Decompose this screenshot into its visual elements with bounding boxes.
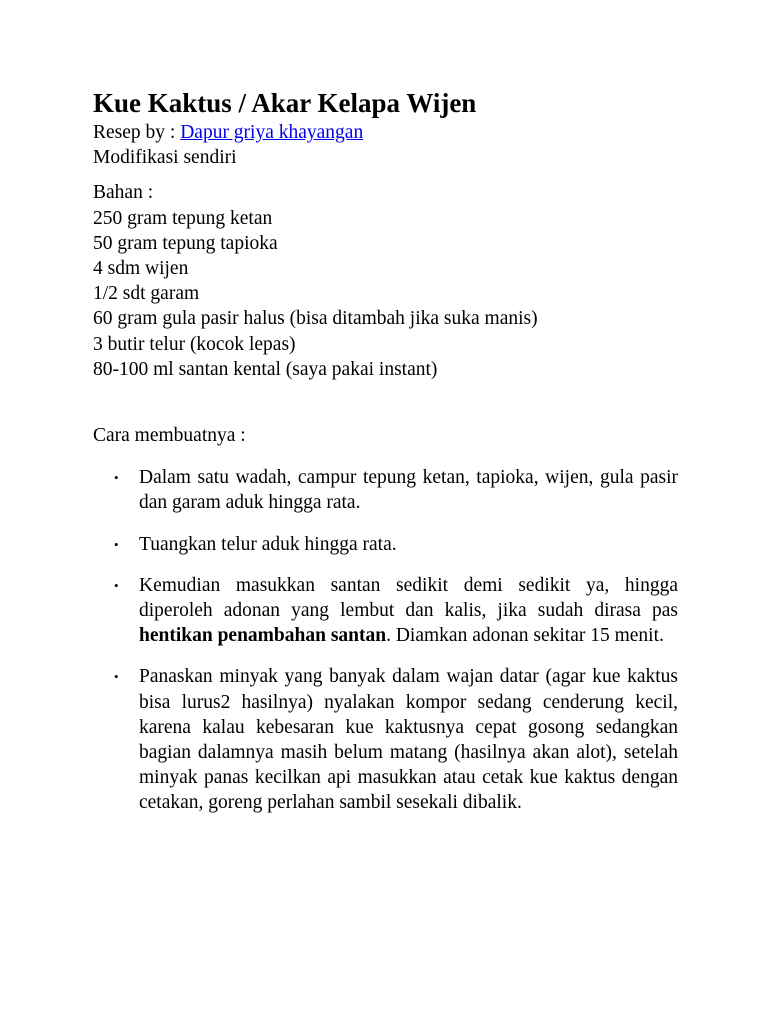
spacer xyxy=(93,382,678,423)
step-text: Tuangkan telur aduk hingga rata. xyxy=(139,533,397,555)
ingredient-item: 50 gram tepung tapioka xyxy=(93,232,278,254)
step-text: Panaskan minyak yang banyak dalam wajan datar (agar kue kaktus bisa lurus2 hasilnya) nyalakan kompor sedang cenderung kecil, karena kalau kebesaran kue kaktusnya cepat gosong sedangkan bagian dalamnya masih belum matang (hasilnya akan alot), setelah minyak panas kecilkan api masukkan atau cetak kue kaktus dengan cetakan, goreng perlahan sambil sesekali dibalik. xyxy=(139,666,678,814)
method-steps-list xyxy=(93,465,678,815)
bullet-icon: • xyxy=(114,470,119,486)
modification-note: Modifikasi sendiri xyxy=(93,147,237,169)
credit-prefix: Resep by : xyxy=(93,122,181,143)
recipe-document xyxy=(93,86,678,832)
spacer xyxy=(93,170,678,180)
list-item xyxy=(93,465,678,515)
page-title: Kue Kaktus / Akar Kelapa Wijen xyxy=(93,88,477,118)
step-text-after: . Diamkan adonan sekitar 15 menit. xyxy=(386,625,664,647)
list-item xyxy=(93,664,678,815)
ingredient-item: 250 gram tepung ketan xyxy=(93,207,273,229)
step-text: Dalam satu wadah, campur tepung ketan, tapioka, wijen, gula pasir dan garam aduk hingga rata. xyxy=(139,467,678,514)
method-heading: Cara membuatnya : xyxy=(93,425,246,447)
list-item xyxy=(93,532,678,557)
bullet-icon: • xyxy=(114,577,119,593)
ingredient-item: 3 butir telur (kocok lepas) xyxy=(93,333,296,355)
ingredients-heading: Bahan : xyxy=(93,182,154,204)
ingredient-item: 1/2 sdt garam xyxy=(93,283,200,305)
step-text-before: Kemudian masukkan santan sedikit demi sedikit ya, hingga diperoleh adonan yang lembut dan kalis, jika sudah dirasa pas xyxy=(139,574,678,622)
credit-link[interactable]: Dapur griya khayangan xyxy=(180,122,364,143)
ingredient-item: 80-100 ml santan kental (saya pakai instant) xyxy=(93,358,438,380)
ingredients-list xyxy=(93,206,678,382)
list-item xyxy=(93,573,678,649)
bullet-icon: • xyxy=(114,536,119,552)
recipe-credit xyxy=(93,120,678,145)
ingredient-item: 4 sdm wijen xyxy=(93,258,189,280)
bullet-icon: • xyxy=(114,669,119,685)
step-text-bold: hentikan penambahan santan xyxy=(139,625,387,647)
ingredient-item: 60 gram gula pasir halus (bisa ditambah jika suka manis) xyxy=(93,308,538,330)
